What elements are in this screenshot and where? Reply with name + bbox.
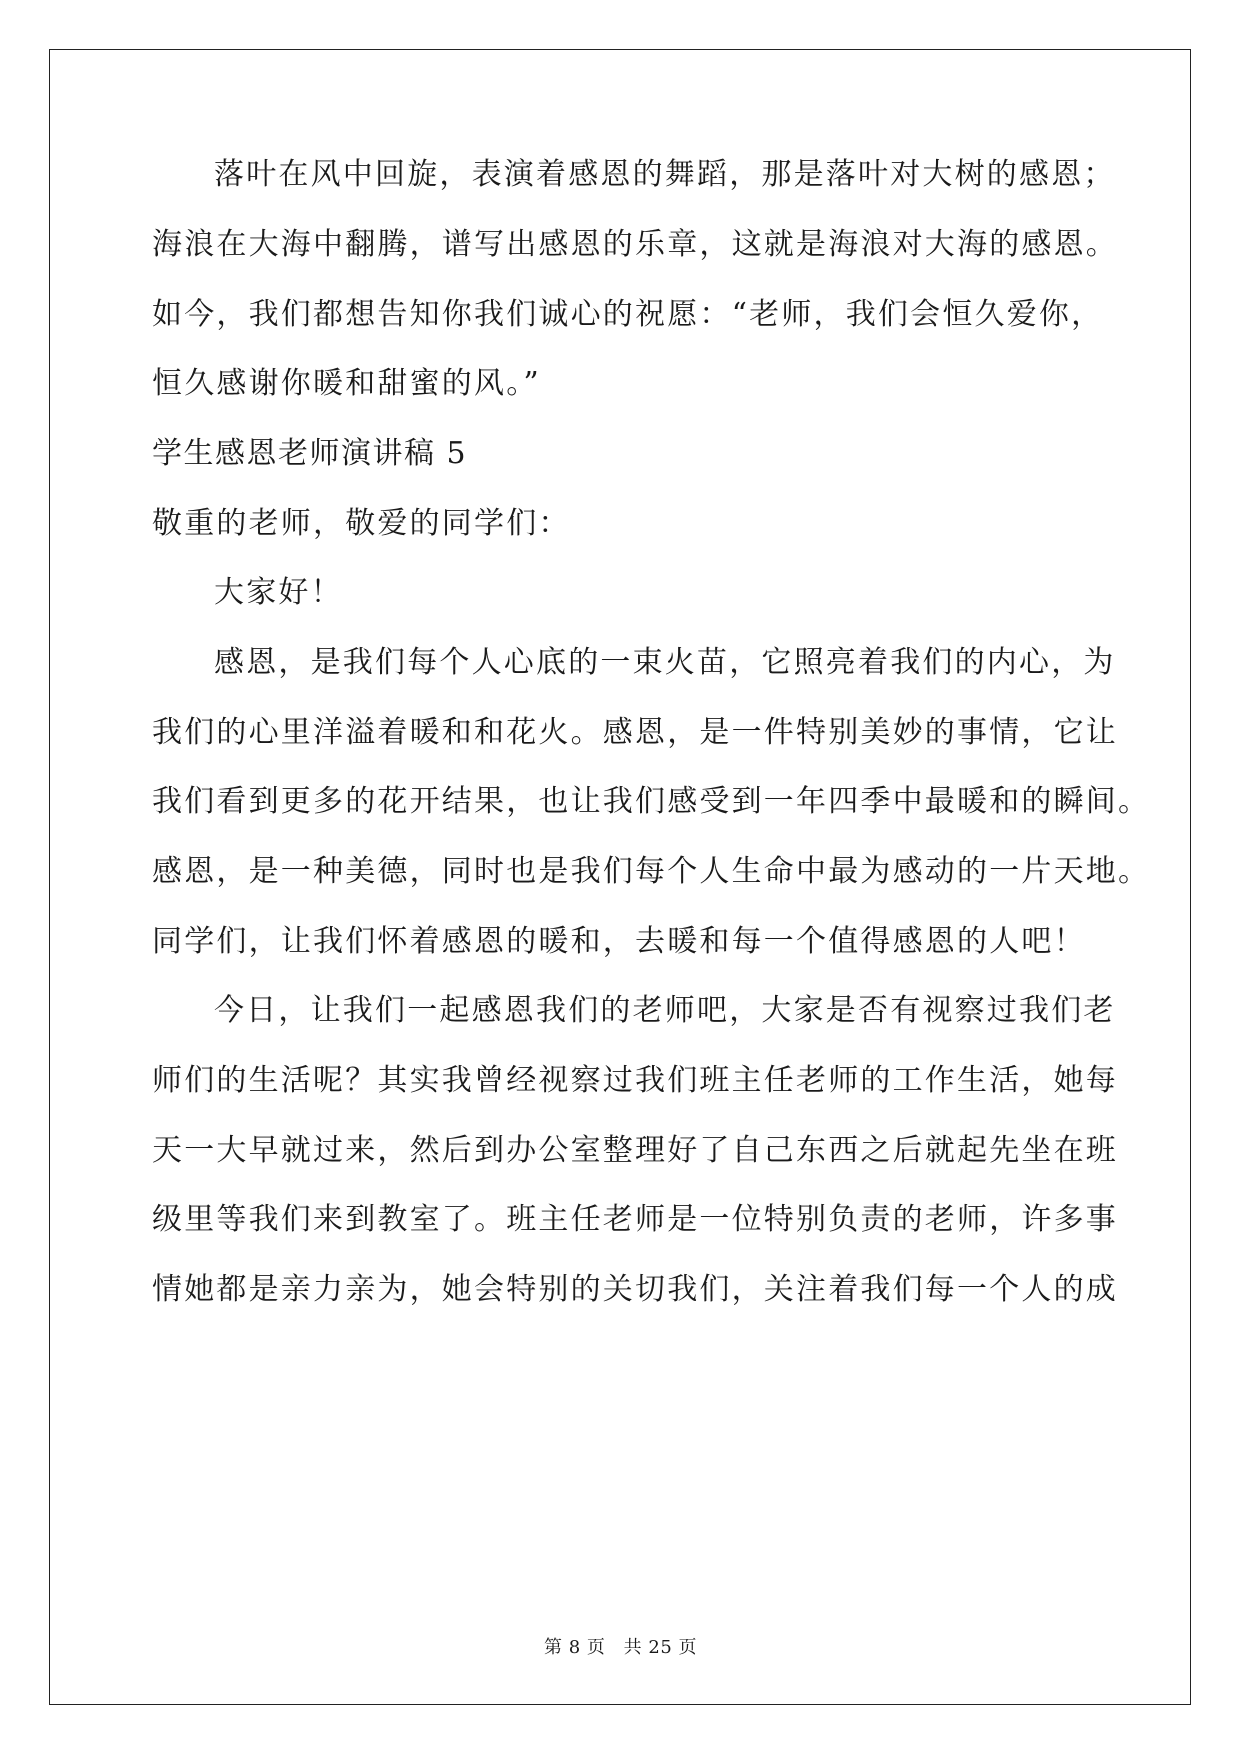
greeting: 大家好！ [214, 575, 343, 610]
paragraph-line: 天一大早就过来，然后到办公室整理好了自己东西之后就起先坐在班 [152, 1133, 1118, 1168]
section-heading: 学生感恩老师演讲稿 5 [152, 436, 468, 471]
salutation: 敬重的老师，敬爱的同学们： [152, 506, 571, 541]
paragraph-line: 情她都是亲力亲为，她会特别的关切我们，关注着我们每一个人的成 [152, 1272, 1118, 1307]
paragraph-line: 恒久感谢你暖和甜蜜的风。” [152, 366, 541, 401]
paragraph-line: 感恩，是一种美德，同时也是我们每个人生命中最为感动的一片天地。 [152, 854, 1151, 889]
paragraph-line: 落叶在风中回旋，表演着感恩的舞蹈，那是落叶对大树的感恩； [214, 157, 1116, 192]
page-footer [0, 1636, 1241, 1660]
paragraph-line: 感恩，是我们每个人心底的一束火苗，它照亮着我们的内心，为 [214, 645, 1116, 680]
paragraph-line: 我们的心里洋溢着暖和和花火。感恩，是一件特别美妙的事情，它让 [152, 715, 1118, 750]
paragraph-line: 海浪在大海中翻腾，谱写出感恩的乐章，这就是海浪对大海的感恩。 [152, 227, 1118, 262]
paragraph-line: 如今，我们都想告知你我们诚心的祝愿：“老师，我们会恒久爱你， [152, 297, 1104, 332]
paragraph-line: 我们看到更多的花开结果，也让我们感受到一年四季中最暖和的瞬间。 [152, 784, 1151, 819]
paragraph-line: 同学们，让我们怀着感恩的暖和，去暖和每一个值得感恩的人吧！ [152, 924, 1086, 959]
page-number: 第 8 页 [544, 1637, 606, 1658]
page-total: 共 25 页 [623, 1637, 697, 1658]
paragraph-line: 级里等我们来到教室了。班主任老师是一位特别负责的老师，许多事 [152, 1202, 1118, 1237]
paragraph-line: 师们的生活呢？其实我曾经视察过我们班主任老师的工作生活，她每 [152, 1063, 1118, 1098]
paragraph-line: 今日，让我们一起感恩我们的老师吧，大家是否有视察过我们老 [214, 993, 1116, 1028]
